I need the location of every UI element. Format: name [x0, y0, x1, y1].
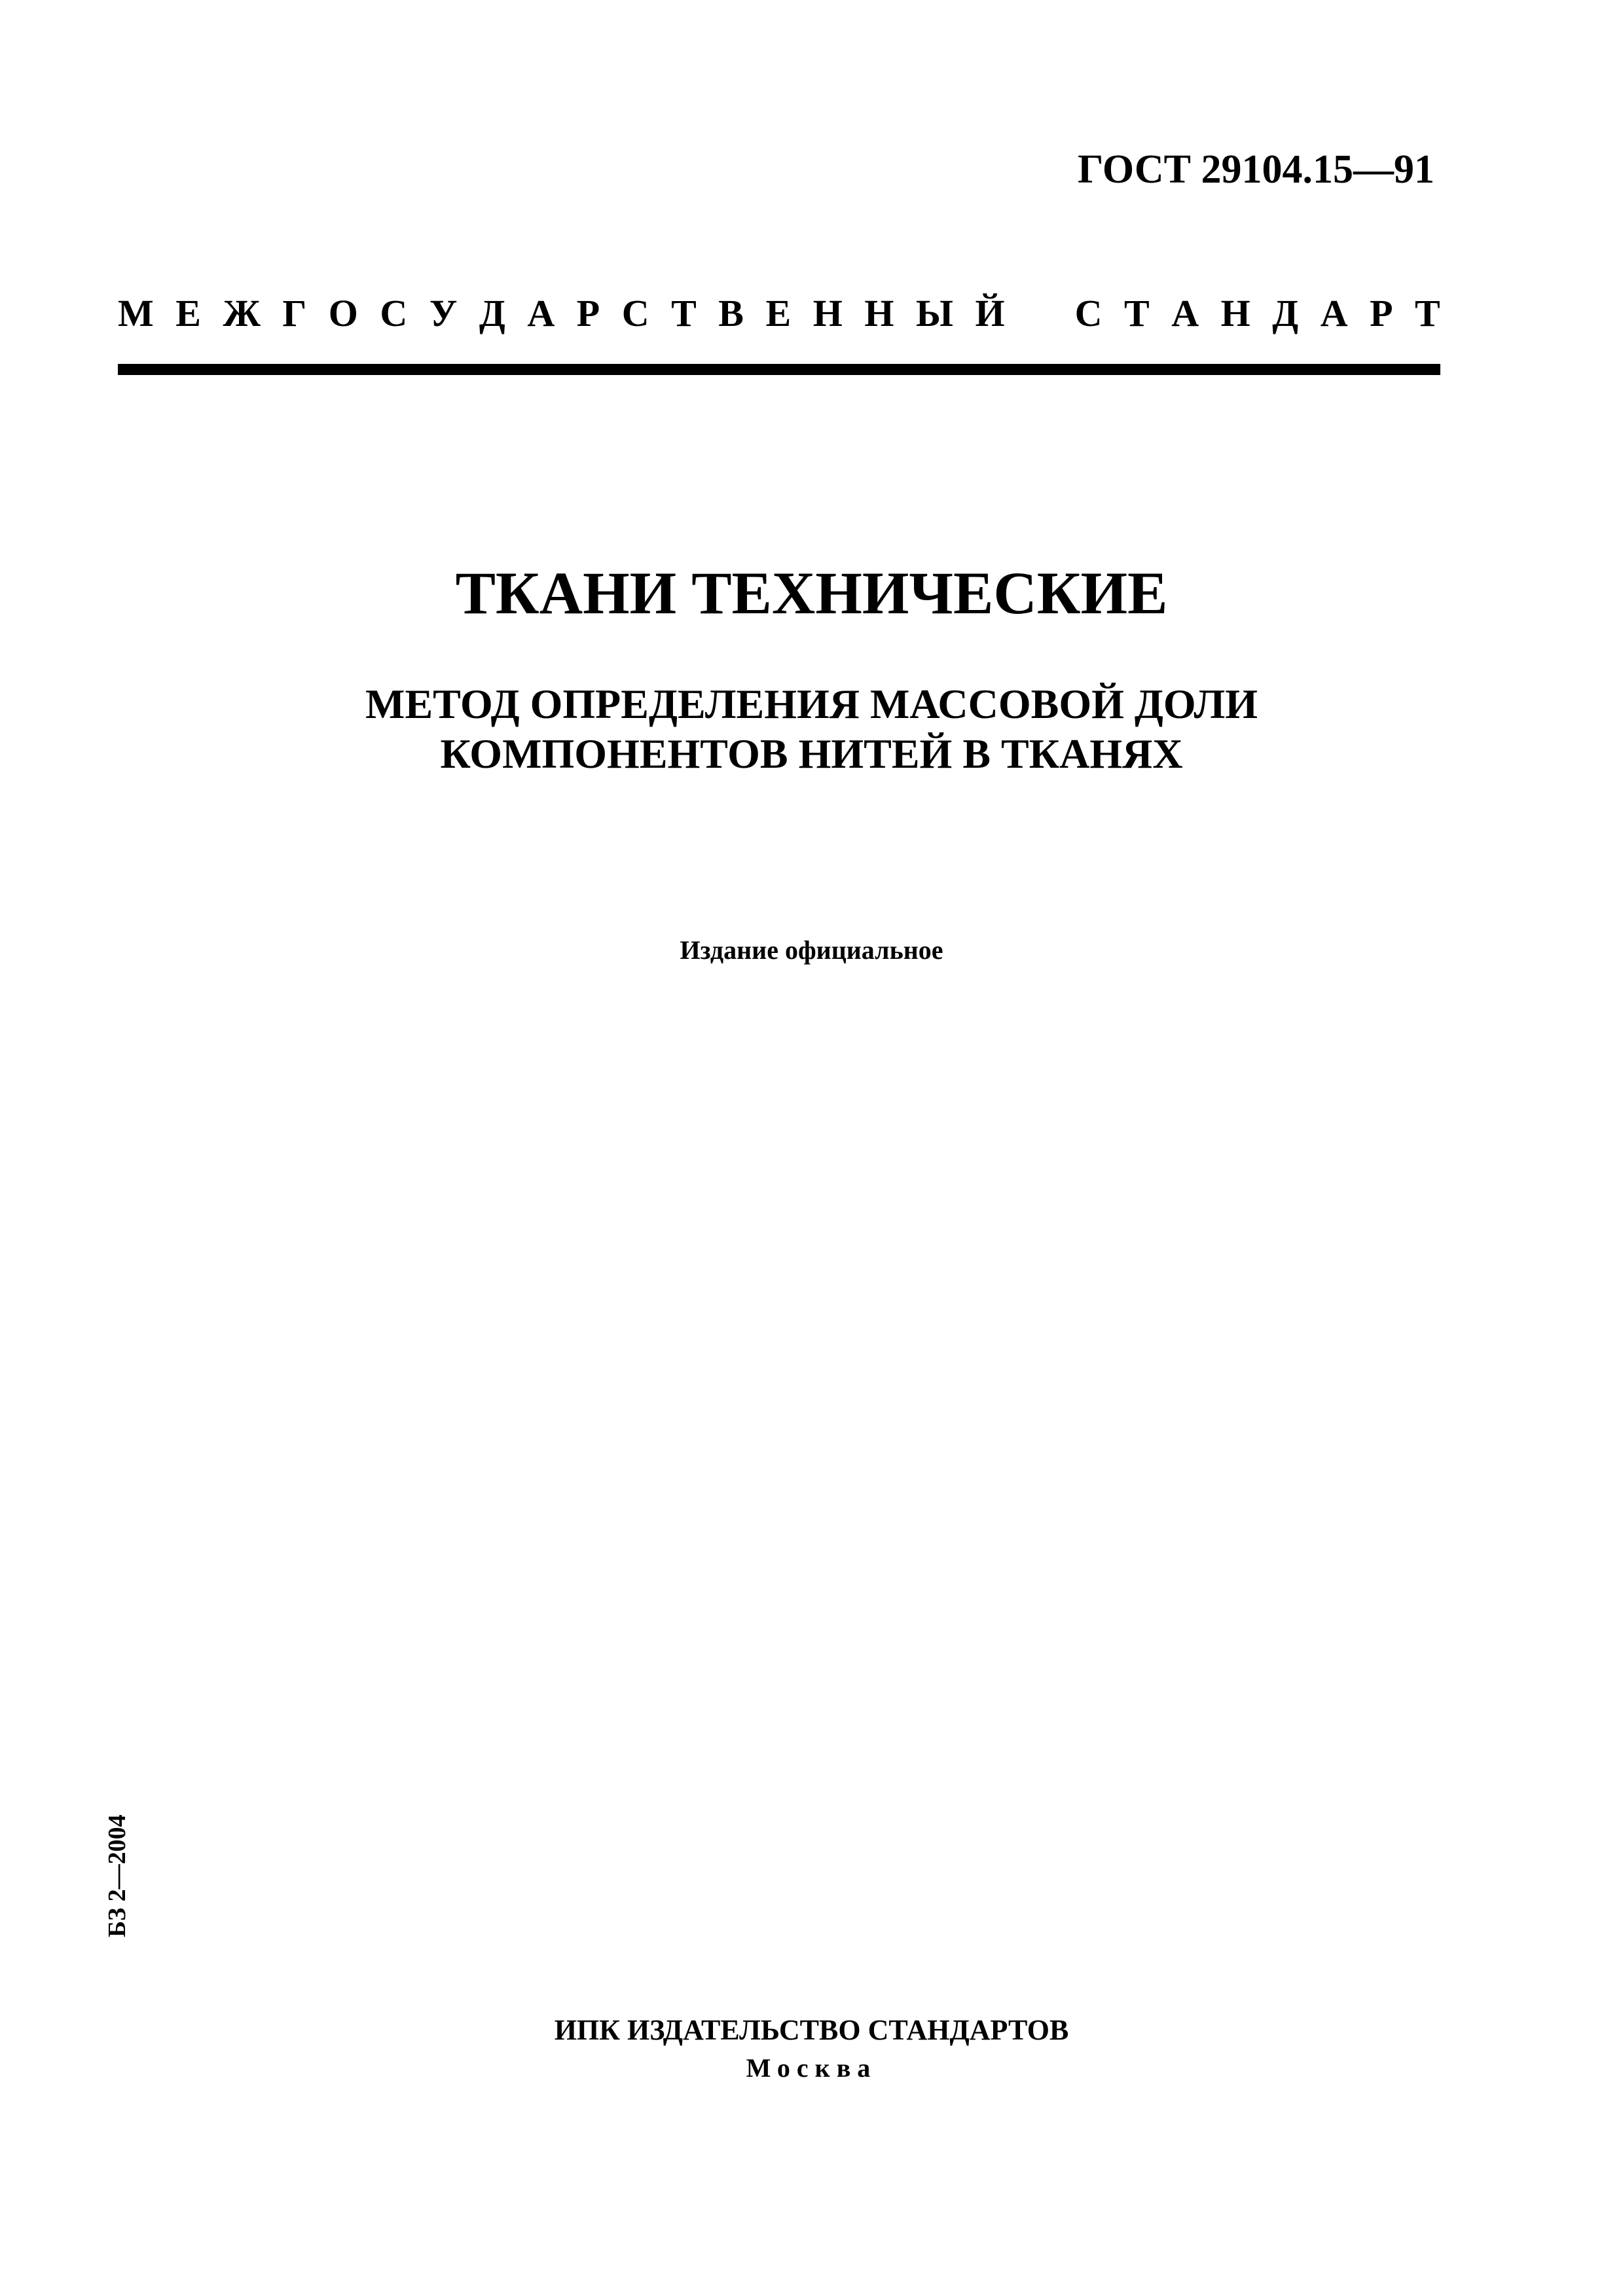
standard-type-heading [118, 292, 1440, 334]
standard-type-letter: Ж [223, 292, 261, 334]
standard-type-letter: А [1320, 292, 1348, 334]
standard-type-letter: С [621, 292, 649, 334]
standard-type-letter: А [1171, 292, 1199, 334]
subtitle-line: КОМПОНЕНТОВ НИТЕЙ В ТКАНЯХ [440, 730, 1183, 777]
standard-type-letter: Ы [915, 292, 953, 334]
standard-type-letter: Р [576, 292, 600, 334]
standard-type-letter: У [429, 292, 458, 334]
standard-type-letter: Й [975, 292, 1005, 334]
document-number: ГОСТ 29104.15—91 [1077, 147, 1434, 192]
subtitle-line: МЕТОД ОПРЕДЕЛЕНИЯ МАССОВОЙ ДОЛИ [365, 681, 1258, 727]
standard-type-letter: Д [1272, 292, 1299, 334]
standard-type-letter: Т [671, 292, 697, 334]
publisher-city: Москва [746, 2053, 877, 2083]
standard-type-letter: Н [812, 292, 843, 334]
subtitle [0, 679, 1623, 779]
standard-type-letter: Е [175, 292, 201, 334]
standard-type-letter: В [718, 292, 744, 334]
edition-note: Издание официальное [680, 935, 943, 965]
standard-type-letter: А [527, 292, 555, 334]
standard-type-letter: М [118, 292, 154, 334]
standard-type-letter: Н [864, 292, 894, 334]
standard-type-letter: С [380, 292, 408, 334]
side-code: БЗ 2—2004 [103, 1814, 131, 1937]
standard-type-letter: Н [1220, 292, 1250, 334]
standard-type-letter: Г [282, 292, 307, 334]
standard-type-letter: С [1074, 292, 1103, 334]
publisher-name: ИПК ИЗДАТЕЛЬСТВО СТАНДАРТОВ [554, 2014, 1069, 2046]
main-title: ТКАНИ ТЕХНИЧЕСКИЕ [455, 560, 1168, 626]
word-gap [1027, 295, 1053, 332]
standard-type-letter: Е [765, 292, 792, 334]
header-rule [118, 364, 1440, 375]
standard-type-letter: Д [479, 292, 505, 334]
standard-type-letter: Р [1370, 292, 1393, 334]
standard-type-letter: Т [1124, 292, 1150, 334]
standard-type-letter: Т [1415, 292, 1440, 334]
standard-type-letter: О [328, 292, 358, 334]
